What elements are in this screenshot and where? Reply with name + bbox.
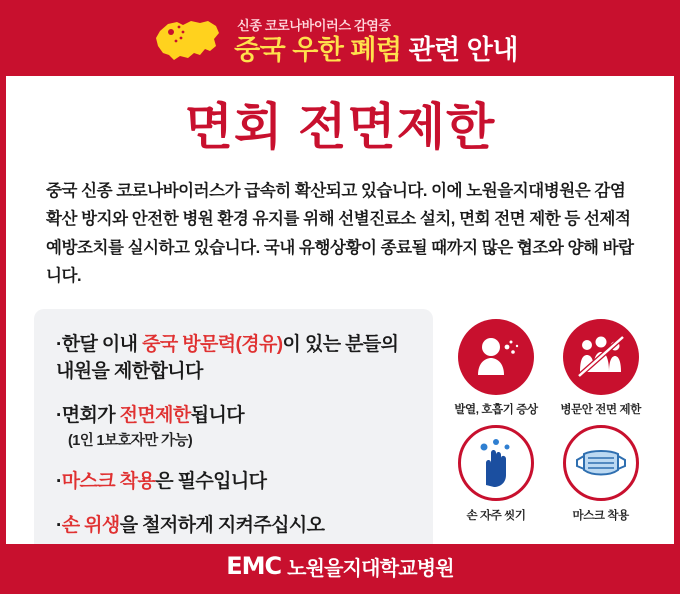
list-item-suffix: 을 철저하게 지켜주십시오 xyxy=(119,514,325,536)
icon-caption: 병문안 전면 제한 xyxy=(560,403,641,416)
list-item-suffix: 됩니다 xyxy=(190,404,244,426)
list-item xyxy=(56,512,417,540)
hand-washing-icon xyxy=(458,425,534,501)
list-item-prefix: ·한달 이내 xyxy=(56,333,143,355)
icon-cell xyxy=(451,319,542,417)
icon-cell xyxy=(555,425,646,523)
poster-footer xyxy=(6,544,674,588)
content-area xyxy=(34,309,646,562)
guidelines-box xyxy=(34,309,433,562)
header-subtitle: 신종 코로나바이러스 감염증 xyxy=(237,17,391,33)
list-item xyxy=(56,402,417,453)
list-item-prefix: ·면회가 xyxy=(56,404,120,426)
icon-cell xyxy=(555,319,646,417)
header-title xyxy=(234,34,518,65)
header-title-lead: 중국 우한 폐렴 xyxy=(234,34,402,65)
icon-caption: 마스크 착용 xyxy=(572,509,629,522)
list-item xyxy=(56,331,417,386)
list-item-prefix: · xyxy=(56,514,62,536)
list-item-highlight: 손 위생 xyxy=(61,514,120,536)
header-inner xyxy=(150,15,518,67)
poster-header xyxy=(6,6,674,76)
list-item-suffix: 은 필수입니다 xyxy=(155,471,267,493)
list-item-highlight: 전면제한 xyxy=(119,404,191,426)
list-item-suffix: 이 있는 분들의 내원을 제한합니다 xyxy=(56,333,399,383)
icon-caption: 손 자주 씻기 xyxy=(466,509,526,522)
headline-section xyxy=(6,76,674,163)
no-visitors-icon xyxy=(563,319,639,395)
list-item-prefix: · xyxy=(56,471,62,493)
intro-paragraph: 중국 신종 코로나바이러스가 급속히 확산되고 있습니다. 이에 노원을지대병원은 감염 확산 방지와 안전한 병원 환경 유지를 위해 선별진료소 설치, 면회 전면 제한 등 선제적 예방조치를 실시하고 있습니다. 국내 유행상황이 종료될 때까지 많은 협조와 양해 바랍니다. xyxy=(46,182,634,286)
header-title-rest: 관련 안내 xyxy=(408,34,518,65)
emc-logo: EMC xyxy=(226,552,282,580)
face-mask-icon xyxy=(563,425,639,501)
hospital-name: 노원을지대학교병원 xyxy=(287,557,454,580)
fever-cough-icon xyxy=(458,319,534,395)
icon-caption: 발열, 호흡기 증상 xyxy=(454,403,538,416)
china-map-icon xyxy=(150,15,224,67)
list-item-highlight: 중국 방문력(경유) xyxy=(142,333,283,355)
header-texts xyxy=(234,19,518,64)
page-title: 면회 전면제한 xyxy=(184,99,496,155)
icon-grid xyxy=(451,309,646,523)
list-item-highlight: 마스크 착용 xyxy=(61,471,156,493)
list-item xyxy=(56,468,417,496)
icon-cell xyxy=(451,425,542,523)
list-item-note: (1인 1보호자만 가능) xyxy=(68,433,193,450)
